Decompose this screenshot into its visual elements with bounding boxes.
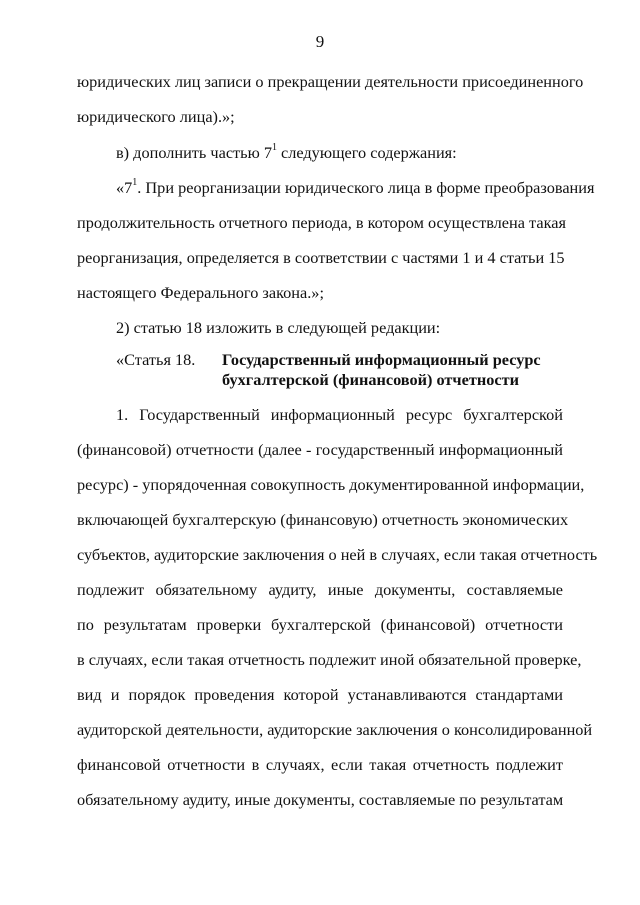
paragraph-line-2: (финансовой) отчетности (далее - государственный информационный [77, 440, 563, 459]
paragraph-line-12: обязательному аудиту, иные документы, составляемые по результатам [77, 790, 564, 809]
text-line-3-post: следующего содержания: [276, 143, 457, 162]
paragraph-line-11: финансовой отчетности в случаях, если такая отчетность подлежит [77, 755, 563, 774]
text-line-6: реорганизация, определяется в соответствии с частями 1 и 4 статьи 15 [77, 248, 565, 267]
paragraph-line-10: аудиторской деятельности, аудиторские заключения о консолидированной [77, 720, 593, 739]
superscript-1: 1 [271, 141, 277, 153]
article-label: «Статья 18. [116, 350, 196, 369]
text-line-5: продолжительность отчетного периода, в котором осуществлена такая [77, 213, 566, 232]
text-line-2: юридического лица).»; [77, 107, 235, 126]
text-line-3-pre: в) дополнить частью 7 [116, 143, 272, 162]
text-line-3 [116, 143, 563, 163]
paragraph-line-5: субъектов, аудиторские заключения о ней в случаях, если такая отчетность [77, 545, 598, 564]
article-title-line-2: бухгалтерской (финансовой) отчетности [222, 370, 519, 389]
article-title-line-1: Государственный информационный ресурс [222, 350, 541, 369]
page-number: 9 [315, 32, 325, 51]
text-line-7: настоящего Федерального закона.»; [77, 283, 324, 302]
paragraph-line-6: подлежит обязательному аудиту, иные документы, составляемые [77, 580, 563, 599]
text-line-1: юридических лиц записи о прекращении деятельности присоединенного [77, 72, 584, 91]
paragraph-line-4: включающей бухгалтерскую (финансовую) отчетность экономических [77, 510, 569, 529]
text-line-4 [116, 176, 595, 198]
paragraph-line-9: вид и порядок проведения которой устанавливаются стандартами [77, 685, 563, 704]
text-line-4-pre: «7 [116, 178, 133, 197]
paragraph-line-7: по результатам проверки бухгалтерской (финансовой) отчетности [77, 615, 563, 634]
paragraph-line-3: ресурс) - упорядоченная совокупность документированной информации, [77, 475, 585, 494]
superscript-2: 1 [132, 176, 138, 188]
text-line-4-post: . При реорганизации юридического лица в форме преобразования [137, 178, 595, 197]
text-line-8: 2) статью 18 изложить в следующей редакции: [116, 318, 441, 337]
paragraph-line-1: 1. Государственный информационный ресурс бухгалтерской [116, 405, 563, 424]
paragraph-line-8: в случаях, если такая отчетность подлежит иной обязательной проверке, [77, 650, 582, 669]
